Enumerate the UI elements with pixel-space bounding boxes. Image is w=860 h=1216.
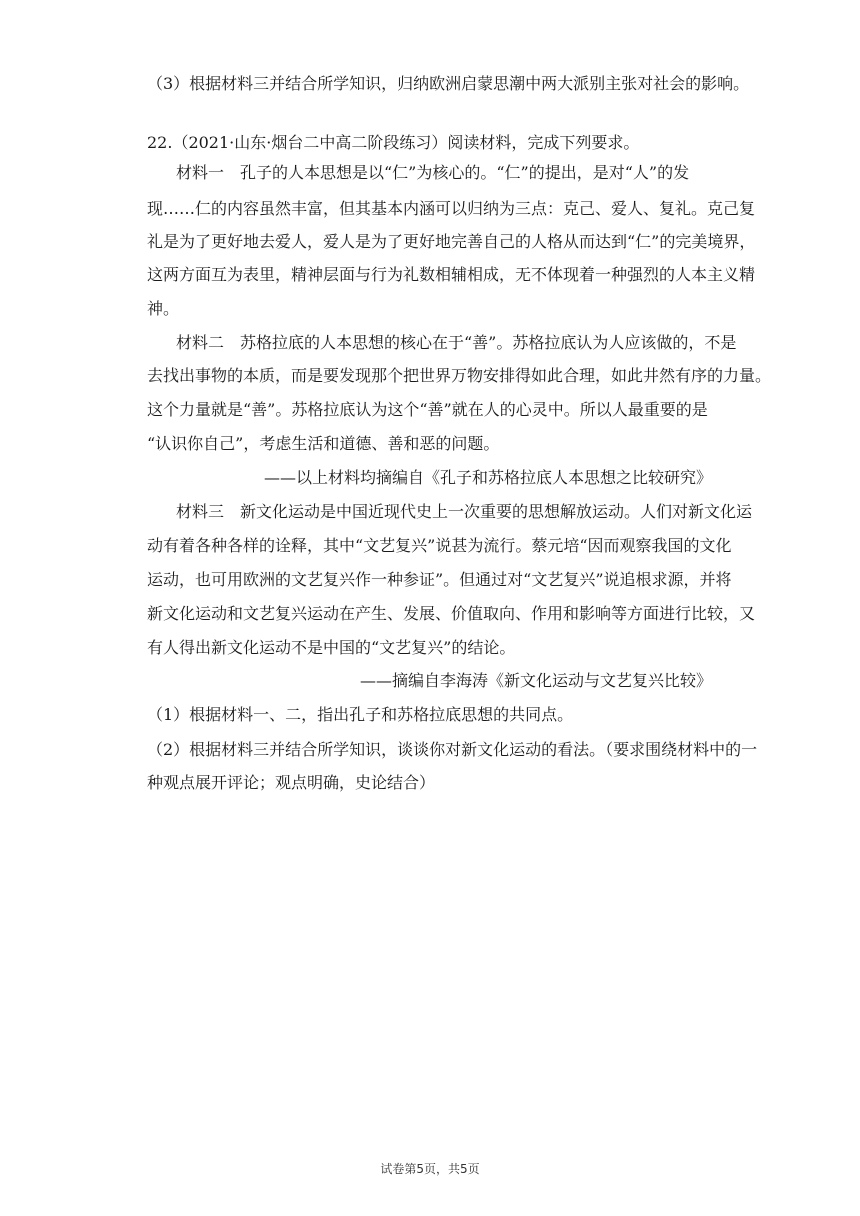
material3-line: 运动，也可用欧洲的文艺复兴作一种参证”。但通过对“文艺复兴”说追根求源，并将 (147, 570, 732, 589)
material1-line: 材料一 孔子的人本思想是以“仁”为核心的。“仁”的提出，是对“人”的发 (176, 163, 690, 182)
material2-line: “认识你自己”，考虑生活和道德、善和恶的问题。 (147, 434, 500, 453)
material2-line: 去找出事物的本质，而是要发现那个把世界万物安排得如此合理，如此井然有序的力量。 (147, 366, 772, 385)
material2-line: 这个力量就是“善”。苏格拉底认为这个“善”就在人的心灵中。所以人最重要的是 (147, 400, 708, 419)
q22-heading: 22.（2021·山东·烟台二中高二阶段练习）阅读材料，完成下列要求。 (147, 133, 640, 152)
material3-line: 新文化运动和文艺复兴运动在产生、发展、价值取向、作用和影响等方面进行比较，又 (147, 604, 756, 623)
q22-part1: （1）根据材料一、二，指出孔子和苏格拉底思想的共同点。 (147, 705, 574, 724)
q22-part2-line: 种观点展开评论；观点明确，史论结合） (147, 773, 436, 792)
material1-line: 现……仁的内容虽然丰富，但其基本内涵可以归纳为三点：克己、爱人、复礼。克己复 (147, 199, 756, 218)
material2-line: 材料二 苏格拉底的人本思想的核心在于“善”。苏格拉底认为人应该做的，不是 (176, 333, 737, 352)
material3-source: ——摘编自李海涛《新文化运动与文艺复兴比较》 (359, 671, 712, 690)
q22-part2-line: （2）根据材料三并结合所学知识，谈谈你对新文化运动的看法。（要求围绕材料中的一 (147, 740, 758, 759)
material3-line: 有人得出新文化运动不是中国的“文艺复兴”的结论。 (147, 638, 516, 657)
q21-part3: （3）根据材料三并结合所学知识，归纳欧洲启蒙思潮中两大派别主张对社会的影响。 (147, 74, 750, 93)
material1-line: 神。 (147, 299, 180, 318)
material3-line: 动有着各种各样的诠释，其中“文艺复兴”说甚为流行。蔡元培“因而观察我国的文化 (147, 536, 732, 555)
material12-source: ——以上材料均摘编自《孔子和苏格拉底人本思想之比较研究》 (263, 468, 712, 487)
material1-line: 这两方面互为表里，精神层面与行为礼数相辅相成，无不体现着一种强烈的人本主义精 (147, 265, 756, 284)
material3-line: 材料三 新文化运动是中国近现代史上一次重要的思想解放运动。人们对新文化运 (176, 502, 753, 521)
material1-line: 礼是为了更好地去爱人，爱人是为了更好地完善自己的人格从而达到“仁”的完美境界， (147, 232, 756, 251)
page-footer: 试卷第5页，共5页 (380, 1162, 480, 1176)
